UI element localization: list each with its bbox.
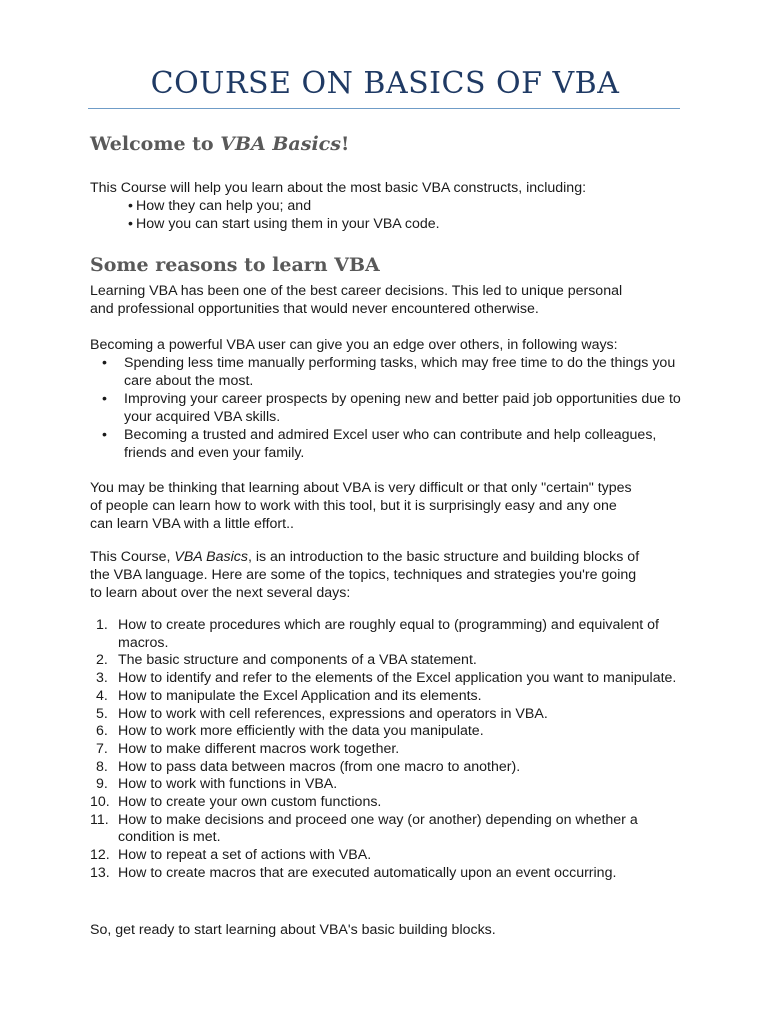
list-number: 12. — [90, 847, 110, 864]
list-number: 3. — [96, 670, 108, 687]
bullet-icon: • — [128, 198, 133, 214]
list-item-text: How you can start using them in your VBA code. — [136, 216, 440, 232]
welcome-prefix: Welcome to — [90, 133, 221, 155]
list-item-text: How to identify and refer to the elements of the Excel application you want to manipulate. — [118, 670, 677, 687]
text-line: can learn VBA with a little effort.. — [90, 516, 294, 532]
list-item — [90, 847, 690, 865]
list-number: 2. — [96, 652, 108, 669]
list-item — [90, 354, 690, 390]
list-number: 6. — [96, 723, 108, 740]
list-item — [90, 652, 690, 670]
list-number: 10. — [90, 794, 110, 811]
list-item-text: How to create procedures which are roughly equal to (programming) and equivalent of macros. — [118, 617, 659, 651]
text-fragment: , is an introduction to the basic structure and building blocks of — [247, 549, 640, 565]
list-item — [90, 865, 690, 883]
bullet-icon: • — [102, 427, 107, 443]
list-item-text: The basic structure and components of a VBA statement. — [118, 652, 477, 669]
course-name: VBA Basics — [174, 549, 248, 565]
list-item-text: How to create your own custom functions. — [118, 794, 382, 811]
welcome-suffix: ! — [340, 133, 350, 155]
list-item-text: How to manipulate the Excel Application and its elements. — [118, 687, 482, 704]
list-item — [90, 706, 690, 724]
list-number: 7. — [96, 740, 108, 757]
text-line: Learning VBA has been one of the best career decisions. This led to unique personal — [90, 283, 623, 299]
list-number: 11. — [90, 811, 109, 828]
difficulty-paragraph — [90, 479, 690, 533]
text-fragment: This Course, — [90, 549, 175, 565]
list-item — [90, 617, 690, 652]
list-item — [90, 688, 690, 706]
list-number: 1. — [96, 617, 108, 633]
welcome-heading — [90, 131, 349, 157]
list-item-text: How to make decisions and proceed one way (or another) depending on whether a condition is met. — [118, 811, 638, 846]
list-item-text: How to repeat a set of actions with VBA. — [118, 847, 372, 864]
list-number: 13. — [90, 864, 110, 881]
list-item-text: Becoming a trusted and admired Excel user who can contribute and help colleagues, friends and even your family. — [124, 427, 657, 461]
text-line: the VBA language. Here are some of the topics, techniques and strategies you're going — [90, 567, 637, 583]
list-item-text: How to work with functions in VBA. — [118, 776, 338, 793]
list-item-text: How to work more efficiently with the data you manipulate. — [118, 723, 484, 740]
list-item — [90, 776, 690, 794]
reasons-paragraph — [90, 282, 690, 318]
list-item — [90, 812, 690, 847]
reasons-list — [90, 354, 690, 462]
list-item-text: Improving your career prospects by opening new and better paid job opportunities due to your acquired VBA skills. — [124, 391, 681, 425]
list-item — [90, 723, 690, 741]
topics-list — [90, 617, 690, 883]
list-item — [90, 426, 690, 462]
list-number: 9. — [96, 776, 108, 793]
bullet-icon: • — [128, 216, 133, 232]
edge-paragraph: Becoming a powerful VBA user can give you an edge over others, in following ways: — [90, 337, 618, 353]
list-item — [90, 759, 690, 777]
list-number: 5. — [96, 705, 108, 722]
reasons-heading: Some reasons to learn VBA — [90, 254, 380, 276]
bullet-icon: • — [102, 391, 107, 407]
title-divider — [88, 108, 680, 109]
list-number: 4. — [96, 687, 108, 704]
text-line: and professional opportunities that would never encountered otherwise. — [90, 301, 539, 317]
list-item-text: Spending less time manually performing tasks, which may free time to do the things you care about the most. — [124, 355, 676, 389]
list-item — [128, 215, 440, 233]
list-item — [90, 741, 690, 759]
list-number: 8. — [96, 758, 108, 775]
list-item — [90, 794, 690, 812]
closing-paragraph: So, get ready to start learning about VBA's basic building blocks. — [90, 922, 496, 938]
list-item-text: How to work with cell references, expressions and operators in VBA. — [118, 705, 548, 722]
list-item-text: How they can help you; and — [136, 198, 312, 214]
course-intro-paragraph — [90, 548, 690, 602]
list-item-text: How to create macros that are executed automatically upon an event occurring. — [118, 864, 617, 881]
list-item — [90, 670, 690, 688]
list-item — [90, 390, 690, 426]
text-line: to learn about over the next several days: — [90, 585, 351, 601]
text-line: of people can learn how to work with this tool, but it is surprisingly easy and any one — [90, 498, 617, 514]
document-title: COURSE ON BASICS OF VBA — [150, 66, 620, 101]
list-item — [128, 197, 440, 215]
bullet-icon: • — [102, 355, 107, 371]
welcome-course-name: VBA Basics — [220, 133, 341, 155]
intro-paragraph: This Course will help you learn about the most basic VBA constructs, including: — [90, 180, 587, 196]
list-item-text: How to pass data between macros (from one macro to another). — [118, 758, 521, 775]
text-line: You may be thinking that learning about VBA is very difficult or that only "certain" types — [90, 480, 632, 496]
list-item-text: How to make different macros work together. — [118, 740, 400, 757]
intro-points-list — [128, 197, 440, 233]
